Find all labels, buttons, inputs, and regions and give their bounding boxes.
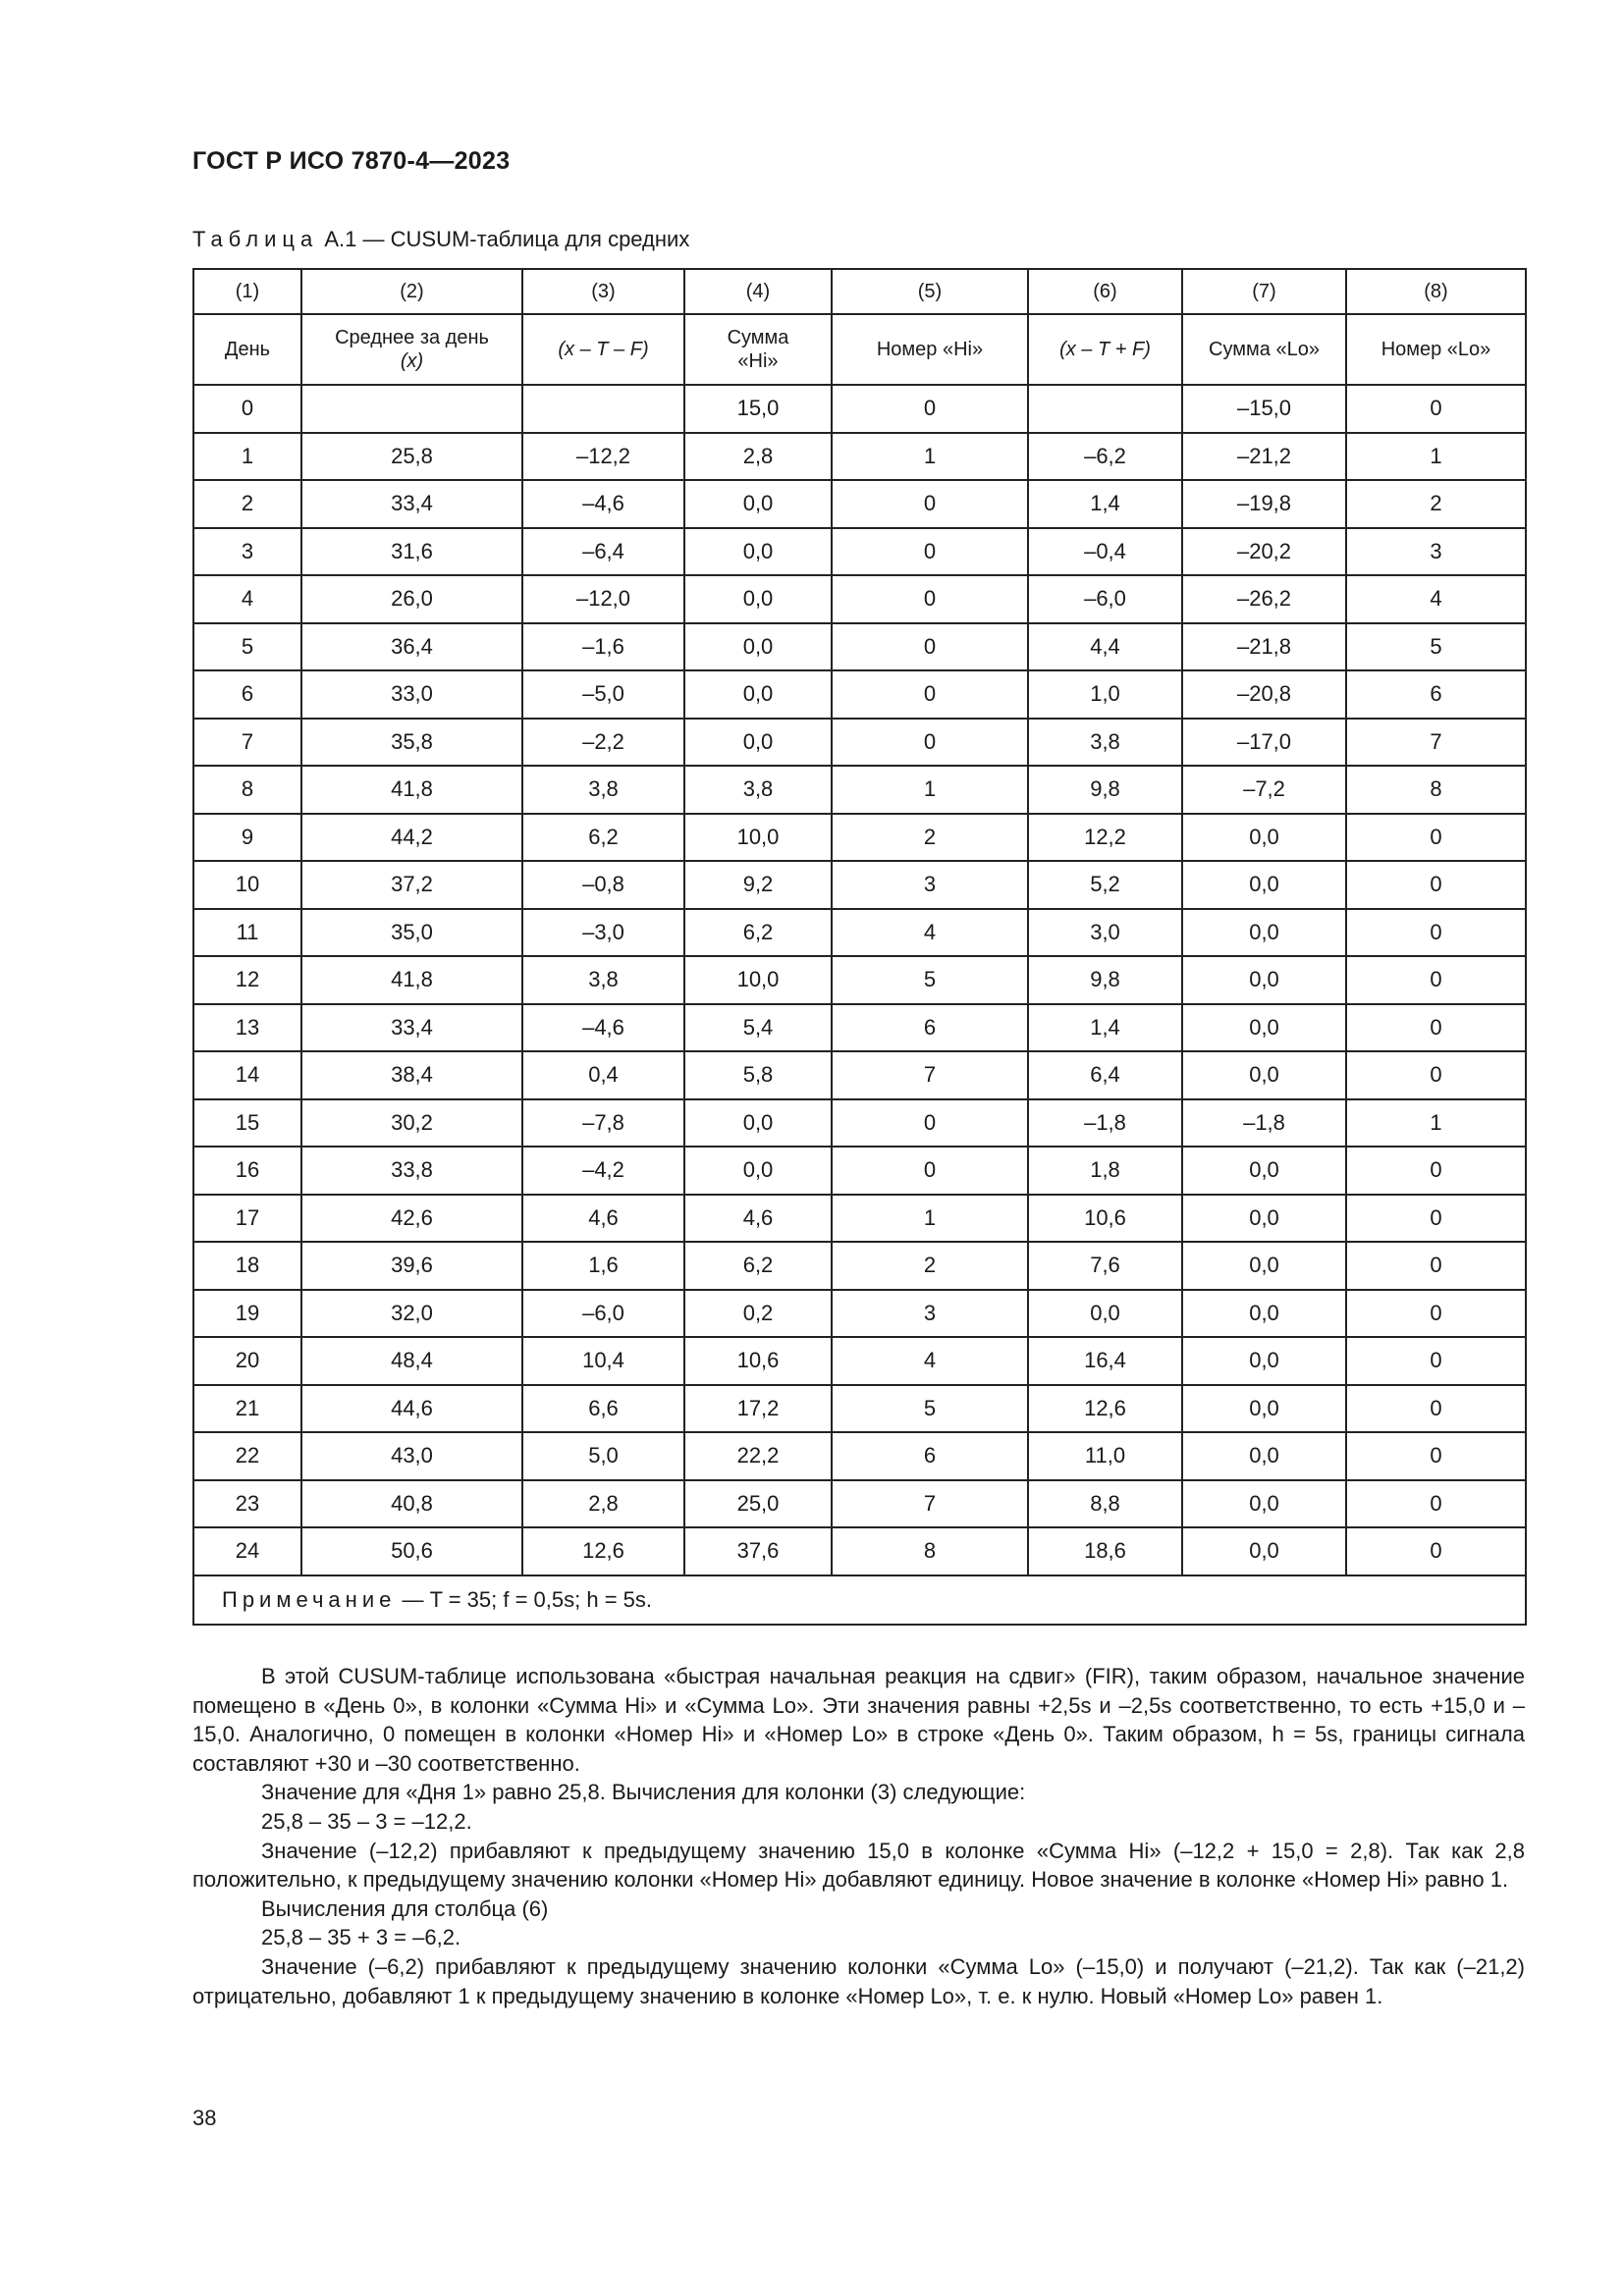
table-row (193, 575, 1526, 623)
table-cell: 1,6 (522, 1242, 684, 1290)
table-cell: 5,8 (684, 1051, 832, 1099)
note-text: — T = 35; f = 0,5s; h = 5s. (396, 1586, 653, 1612)
table-cell: 0 (832, 719, 1028, 767)
table-cell: 0,0 (1182, 1290, 1346, 1338)
table-cell: 0 (1346, 1527, 1526, 1575)
table-cell: 0,0 (1182, 909, 1346, 957)
table-cell: 1 (1346, 433, 1526, 481)
table-cell: 0,0 (1182, 1242, 1346, 1290)
table-cell: 3,8 (684, 766, 832, 814)
table-cell: 6,2 (684, 1242, 832, 1290)
table-cell: 22,2 (684, 1432, 832, 1480)
table-cell: 0,0 (1028, 1290, 1182, 1338)
table-row (193, 1480, 1526, 1528)
header-sum-lo: Сумма «Lo» (1182, 314, 1346, 385)
table-row (193, 1051, 1526, 1099)
table-cell: 0,0 (1182, 1385, 1346, 1433)
table-cell: 0 (1346, 861, 1526, 909)
table-cell: 33,0 (301, 670, 522, 719)
document-header: ГОСТ Р ИСО 7870-4—2023 (192, 147, 511, 175)
table-cell: 6 (832, 1432, 1028, 1480)
table-cell: 0,0 (684, 719, 832, 767)
table-cell: 15 (193, 1099, 301, 1148)
page-number: 38 (192, 2106, 217, 2130)
table-cell: 0 (1346, 1051, 1526, 1099)
table-cell: 0 (832, 1099, 1028, 1148)
table-cell: –6,0 (1028, 575, 1182, 623)
table-cell: 21 (193, 1385, 301, 1433)
table-row (193, 433, 1526, 481)
table-cell: 26,0 (301, 575, 522, 623)
table-cell: 0 (832, 575, 1028, 623)
table-row (193, 1004, 1526, 1052)
table-cell: –12,2 (522, 433, 684, 481)
table-row (193, 766, 1526, 814)
table-cell: –5,0 (522, 670, 684, 719)
table-cell: 4 (193, 575, 301, 623)
table-cell: 7,6 (1028, 1242, 1182, 1290)
table-cell: 11 (193, 909, 301, 957)
table-cell: 12,6 (1028, 1385, 1182, 1433)
header-daily-mean (301, 314, 522, 385)
table-cell: 9,8 (1028, 766, 1182, 814)
table-cell: 5 (832, 1385, 1028, 1433)
paragraph: Вычисления для столбца (6) (261, 1896, 549, 1921)
table-cell: 6,6 (522, 1385, 684, 1433)
table-row (193, 1337, 1526, 1385)
table-cell: 0 (832, 670, 1028, 719)
table-cell: 10,6 (1028, 1195, 1182, 1243)
table-cell: 33,4 (301, 1004, 522, 1052)
table-cell: –20,8 (1182, 670, 1346, 719)
table-cell: 9,2 (684, 861, 832, 909)
table-cell: –4,6 (522, 1004, 684, 1052)
table-cell: 3,8 (522, 766, 684, 814)
table-cell: 3 (832, 1290, 1028, 1338)
table-cell: 6 (1346, 670, 1526, 719)
table-cell: 8 (193, 766, 301, 814)
table-cell: 12,2 (1028, 814, 1182, 862)
table-cell: 2 (832, 1242, 1028, 1290)
table-cell: –15,0 (1182, 385, 1346, 433)
table-cell: 2 (1346, 480, 1526, 528)
table-cell: 17,2 (684, 1385, 832, 1433)
table-cell: 0 (1346, 1480, 1526, 1528)
table-cell: 0,0 (1182, 861, 1346, 909)
table-cell: 17 (193, 1195, 301, 1243)
table-cell: 6,2 (684, 909, 832, 957)
table-cell: –12,0 (522, 575, 684, 623)
table-cell: 0,0 (1182, 1527, 1346, 1575)
table-cell: 0 (193, 385, 301, 433)
table-cell: 22 (193, 1432, 301, 1480)
table-cell: 6,4 (1028, 1051, 1182, 1099)
table-cell: –0,8 (522, 861, 684, 909)
table-cell: 0 (1346, 909, 1526, 957)
table-cell: 1 (832, 433, 1028, 481)
table-cell: 44,6 (301, 1385, 522, 1433)
table-cell: 0 (832, 480, 1028, 528)
table-cell: 0,0 (684, 1147, 832, 1195)
formula-line: 25,8 – 35 + 3 = –6,2. (261, 1925, 461, 1950)
table-row (193, 814, 1526, 862)
header-daily-mean-line2: (x) (400, 350, 424, 372)
table-cell: 3,0 (1028, 909, 1182, 957)
table-cell: 0 (1346, 1004, 1526, 1052)
table-cell: 3 (1346, 528, 1526, 576)
table-cell: –1,6 (522, 623, 684, 671)
table-cell: –1,8 (1182, 1099, 1346, 1148)
table-cell: 1 (832, 1195, 1028, 1243)
table-cell: 4 (832, 909, 1028, 957)
table-cell: 0,0 (1182, 1337, 1346, 1385)
table-cell: –19,8 (1182, 480, 1346, 528)
table-cell: 37,2 (301, 861, 522, 909)
table-cell: 0 (832, 1147, 1028, 1195)
table-cell: –1,8 (1028, 1099, 1182, 1148)
table-cell: 9 (193, 814, 301, 862)
table-cell: –7,2 (1182, 766, 1346, 814)
header-number-lo: Номер «Lo» (1346, 314, 1526, 385)
table-cell: 2 (832, 814, 1028, 862)
table-cell: 0 (832, 623, 1028, 671)
table-row (193, 1099, 1526, 1148)
table-cell: 1,4 (1028, 480, 1182, 528)
header-sum-hi: Сумма «Hi» (684, 314, 832, 385)
table-cell: 38,4 (301, 1051, 522, 1099)
table-cell: 10,6 (684, 1337, 832, 1385)
table-cell: 37,6 (684, 1527, 832, 1575)
table-cell: 48,4 (301, 1337, 522, 1385)
column-number: (5) (832, 269, 1028, 314)
table-row (193, 1290, 1526, 1338)
table-cell: –2,2 (522, 719, 684, 767)
table-caption-label: Таблица (192, 227, 319, 251)
table-row (193, 719, 1526, 767)
table-cell: 33,8 (301, 1147, 522, 1195)
table-cell: 4,4 (1028, 623, 1182, 671)
table-cell: 6 (193, 670, 301, 719)
paragraph: Значение для «Дня 1» равно 25,8. Вычисления для колонки (3) следующие: (261, 1780, 1026, 1805)
table-cell: 31,6 (301, 528, 522, 576)
table-row (193, 670, 1526, 719)
table-cell: 42,6 (301, 1195, 522, 1243)
table-cell (1028, 385, 1182, 433)
table-cell: 5 (193, 623, 301, 671)
table-cell: 10,4 (522, 1337, 684, 1385)
table-cell: 7 (1346, 719, 1526, 767)
table-cell: 0,0 (684, 528, 832, 576)
table-cell: 0 (832, 385, 1028, 433)
table-cell: 8,8 (1028, 1480, 1182, 1528)
table-cell: 16 (193, 1147, 301, 1195)
table-cell: 0,0 (1182, 1051, 1346, 1099)
table-cell: 0,0 (684, 480, 832, 528)
table-cell: 6,2 (522, 814, 684, 862)
table-cell: –6,0 (522, 1290, 684, 1338)
column-number: (2) (301, 269, 522, 314)
table-row (193, 480, 1526, 528)
header-daily-mean-line1: Среднее за день (335, 327, 489, 348)
table-cell: 0 (1346, 1195, 1526, 1243)
table-cell (522, 385, 684, 433)
table-caption-title: А.1 — CUSUM-таблица для средних (318, 227, 690, 251)
table-cell: 10,0 (684, 814, 832, 862)
table-cell: 0,0 (1182, 956, 1346, 1004)
table-cell: 7 (832, 1480, 1028, 1528)
table-note (193, 1575, 1526, 1625)
table-cell: 0,0 (1182, 1432, 1346, 1480)
column-number: (1) (193, 269, 301, 314)
table-cell: 5 (1346, 623, 1526, 671)
table-cell: 1,8 (1028, 1147, 1182, 1195)
table-cell: 16,4 (1028, 1337, 1182, 1385)
table-row (193, 1385, 1526, 1433)
table-cell: 14 (193, 1051, 301, 1099)
header-number-hi: Номер «Hi» (832, 314, 1028, 385)
table-body (193, 385, 1526, 1575)
table-cell: 12,6 (522, 1527, 684, 1575)
table-row (193, 385, 1526, 433)
table-cell: 0,0 (1182, 1195, 1346, 1243)
table-row (193, 1432, 1526, 1480)
table-cell: 3 (193, 528, 301, 576)
column-number: (8) (1346, 269, 1526, 314)
table-cell: 44,2 (301, 814, 522, 862)
table-cell: –6,4 (522, 528, 684, 576)
table-cell: –3,0 (522, 909, 684, 957)
table-cell: 32,0 (301, 1290, 522, 1338)
table-cell: 4,6 (684, 1195, 832, 1243)
column-header-row (193, 314, 1526, 385)
table-cell: 15,0 (684, 385, 832, 433)
table-cell: –21,8 (1182, 623, 1346, 671)
table-cell: 19 (193, 1290, 301, 1338)
table-row (193, 1195, 1526, 1243)
paragraph: В этой CUSUM-таблице использована «быстрая начальная реакция на сдвиг» (FIR), таким образом, начальное значение помещено в «День 0», в колонки «Сумма Hi» и «Сумма Lo». Эти значения равны +2,5s и –2,5s соответственно, то есть +15,0 и –15,0. Аналогично, 0 помещен в колонки «Номер Hi» и «Номер Lo» в строке «День 0». Таким образом, h = 5s, границы сигнала составляют +30 и –30 соответственно. (192, 1664, 1525, 1776)
table-cell: 0,0 (1182, 1480, 1346, 1528)
table-cell: 0,0 (684, 1099, 832, 1148)
table-cell: 4,6 (522, 1195, 684, 1243)
table-cell: 39,6 (301, 1242, 522, 1290)
table-cell: –17,0 (1182, 719, 1346, 767)
formula-line: 25,8 – 35 – 3 = –12,2. (261, 1808, 472, 1834)
table-cell: 0,0 (1182, 1147, 1346, 1195)
table-cell: 8 (832, 1527, 1028, 1575)
table-row (193, 909, 1526, 957)
header-day: День (193, 314, 301, 385)
table-cell: 12 (193, 956, 301, 1004)
table-cell: 50,6 (301, 1527, 522, 1575)
table-cell (301, 385, 522, 433)
table-cell: 41,8 (301, 766, 522, 814)
table-cell: 0 (1346, 1147, 1526, 1195)
table-row (193, 861, 1526, 909)
paragraph: Значение (–6,2) прибавляют к предыдущему значению колонки «Сумма Lo» (–15,0) и получают (–21,2). Так как (–21,2) отрицательно, добавляют 1 к предыдущему значению в колонке «Номер Lo», т. е. к нулю. Новый «Номер Lo» равен 1. (192, 1953, 1525, 2008)
table-cell: 20 (193, 1337, 301, 1385)
table-cell: –26,2 (1182, 575, 1346, 623)
table-cell: 18 (193, 1242, 301, 1290)
table-caption (192, 227, 689, 252)
table-cell: 0,0 (1182, 1004, 1346, 1052)
table-cell: 24 (193, 1527, 301, 1575)
table-cell: 41,8 (301, 956, 522, 1004)
table-cell: 35,0 (301, 909, 522, 957)
table-cell: 25,0 (684, 1480, 832, 1528)
table-cell: 0,0 (684, 623, 832, 671)
table-cell: 0,0 (684, 670, 832, 719)
table-cell: 0 (832, 528, 1028, 576)
table-cell: –4,2 (522, 1147, 684, 1195)
table-cell: 5,4 (684, 1004, 832, 1052)
table-cell: 25,8 (301, 433, 522, 481)
table-cell: 10 (193, 861, 301, 909)
column-number: (3) (522, 269, 684, 314)
table-cell: 0 (1346, 1290, 1526, 1338)
table-cell: 40,8 (301, 1480, 522, 1528)
table-cell: 0 (1346, 814, 1526, 862)
table-cell: 0,0 (1182, 814, 1346, 862)
table-cell: 13 (193, 1004, 301, 1052)
table-cell: 7 (193, 719, 301, 767)
column-number-row (193, 269, 1526, 314)
table-cell: –6,2 (1028, 433, 1182, 481)
table-cell: 23 (193, 1480, 301, 1528)
table-cell: 35,8 (301, 719, 522, 767)
table-cell: 3,8 (522, 956, 684, 1004)
table-row (193, 623, 1526, 671)
table-cell: 33,4 (301, 480, 522, 528)
table-cell: 0 (1346, 385, 1526, 433)
table-note-row (193, 1575, 1526, 1625)
table-cell: 0,0 (684, 575, 832, 623)
column-number: (7) (1182, 269, 1346, 314)
table-cell: 0,4 (522, 1051, 684, 1099)
table-cell: –21,2 (1182, 433, 1346, 481)
table-cell: 10,0 (684, 956, 832, 1004)
table-cell: 9,8 (1028, 956, 1182, 1004)
table-row (193, 1527, 1526, 1575)
table-cell: 0 (1346, 1242, 1526, 1290)
table-cell: 8 (1346, 766, 1526, 814)
table-cell: 0 (1346, 1337, 1526, 1385)
note-label: Примечание (222, 1586, 397, 1612)
table-cell: 5,2 (1028, 861, 1182, 909)
table-cell: –0,4 (1028, 528, 1182, 576)
table-cell: 0 (1346, 956, 1526, 1004)
paragraph: Значение (–12,2) прибавляют к предыдущему значению 15,0 в колонке «Сумма Hi» (–12,2 + 15,0 = 2,8). Так как 2,8 положительно, к предыдущему значению колонки «Номер Hi» добавляют единицу. Новое значение в колонке «Номер Hi» равно 1. (192, 1838, 1525, 1893)
table-cell: 1 (832, 766, 1028, 814)
column-number: (4) (684, 269, 832, 314)
table-cell: 1,4 (1028, 1004, 1182, 1052)
table-cell: 6 (832, 1004, 1028, 1052)
table-cell: 0 (1346, 1432, 1526, 1480)
table-cell: 43,0 (301, 1432, 522, 1480)
table-cell: 30,2 (301, 1099, 522, 1148)
body-text (192, 1662, 1525, 2010)
table-cell: 4 (1346, 575, 1526, 623)
table-cell: 36,4 (301, 623, 522, 671)
table-cell: –4,6 (522, 480, 684, 528)
table-cell: 4 (832, 1337, 1028, 1385)
table-row (193, 528, 1526, 576)
table-cell: 2 (193, 480, 301, 528)
table-cell: 1 (193, 433, 301, 481)
table-cell: 5,0 (522, 1432, 684, 1480)
table-cell: 0 (1346, 1385, 1526, 1433)
table-cell: 3,8 (1028, 719, 1182, 767)
table-cell: 0,2 (684, 1290, 832, 1338)
table-cell: 2,8 (684, 433, 832, 481)
table-cell: –20,2 (1182, 528, 1346, 576)
table-cell: 5 (832, 956, 1028, 1004)
table-row (193, 956, 1526, 1004)
table-cell: 7 (832, 1051, 1028, 1099)
header-x-minus: (x – T – F) (522, 314, 684, 385)
table-cell: 3 (832, 861, 1028, 909)
table-cell: 2,8 (522, 1480, 684, 1528)
table-cell: 18,6 (1028, 1527, 1182, 1575)
column-number: (6) (1028, 269, 1182, 314)
table-cell: 1,0 (1028, 670, 1182, 719)
table-cell: –7,8 (522, 1099, 684, 1148)
table-row (193, 1242, 1526, 1290)
table-cell: 11,0 (1028, 1432, 1182, 1480)
cusum-table (192, 268, 1527, 1626)
table-cell: 1 (1346, 1099, 1526, 1148)
table-row (193, 1147, 1526, 1195)
header-x-plus: (x – T + F) (1028, 314, 1182, 385)
